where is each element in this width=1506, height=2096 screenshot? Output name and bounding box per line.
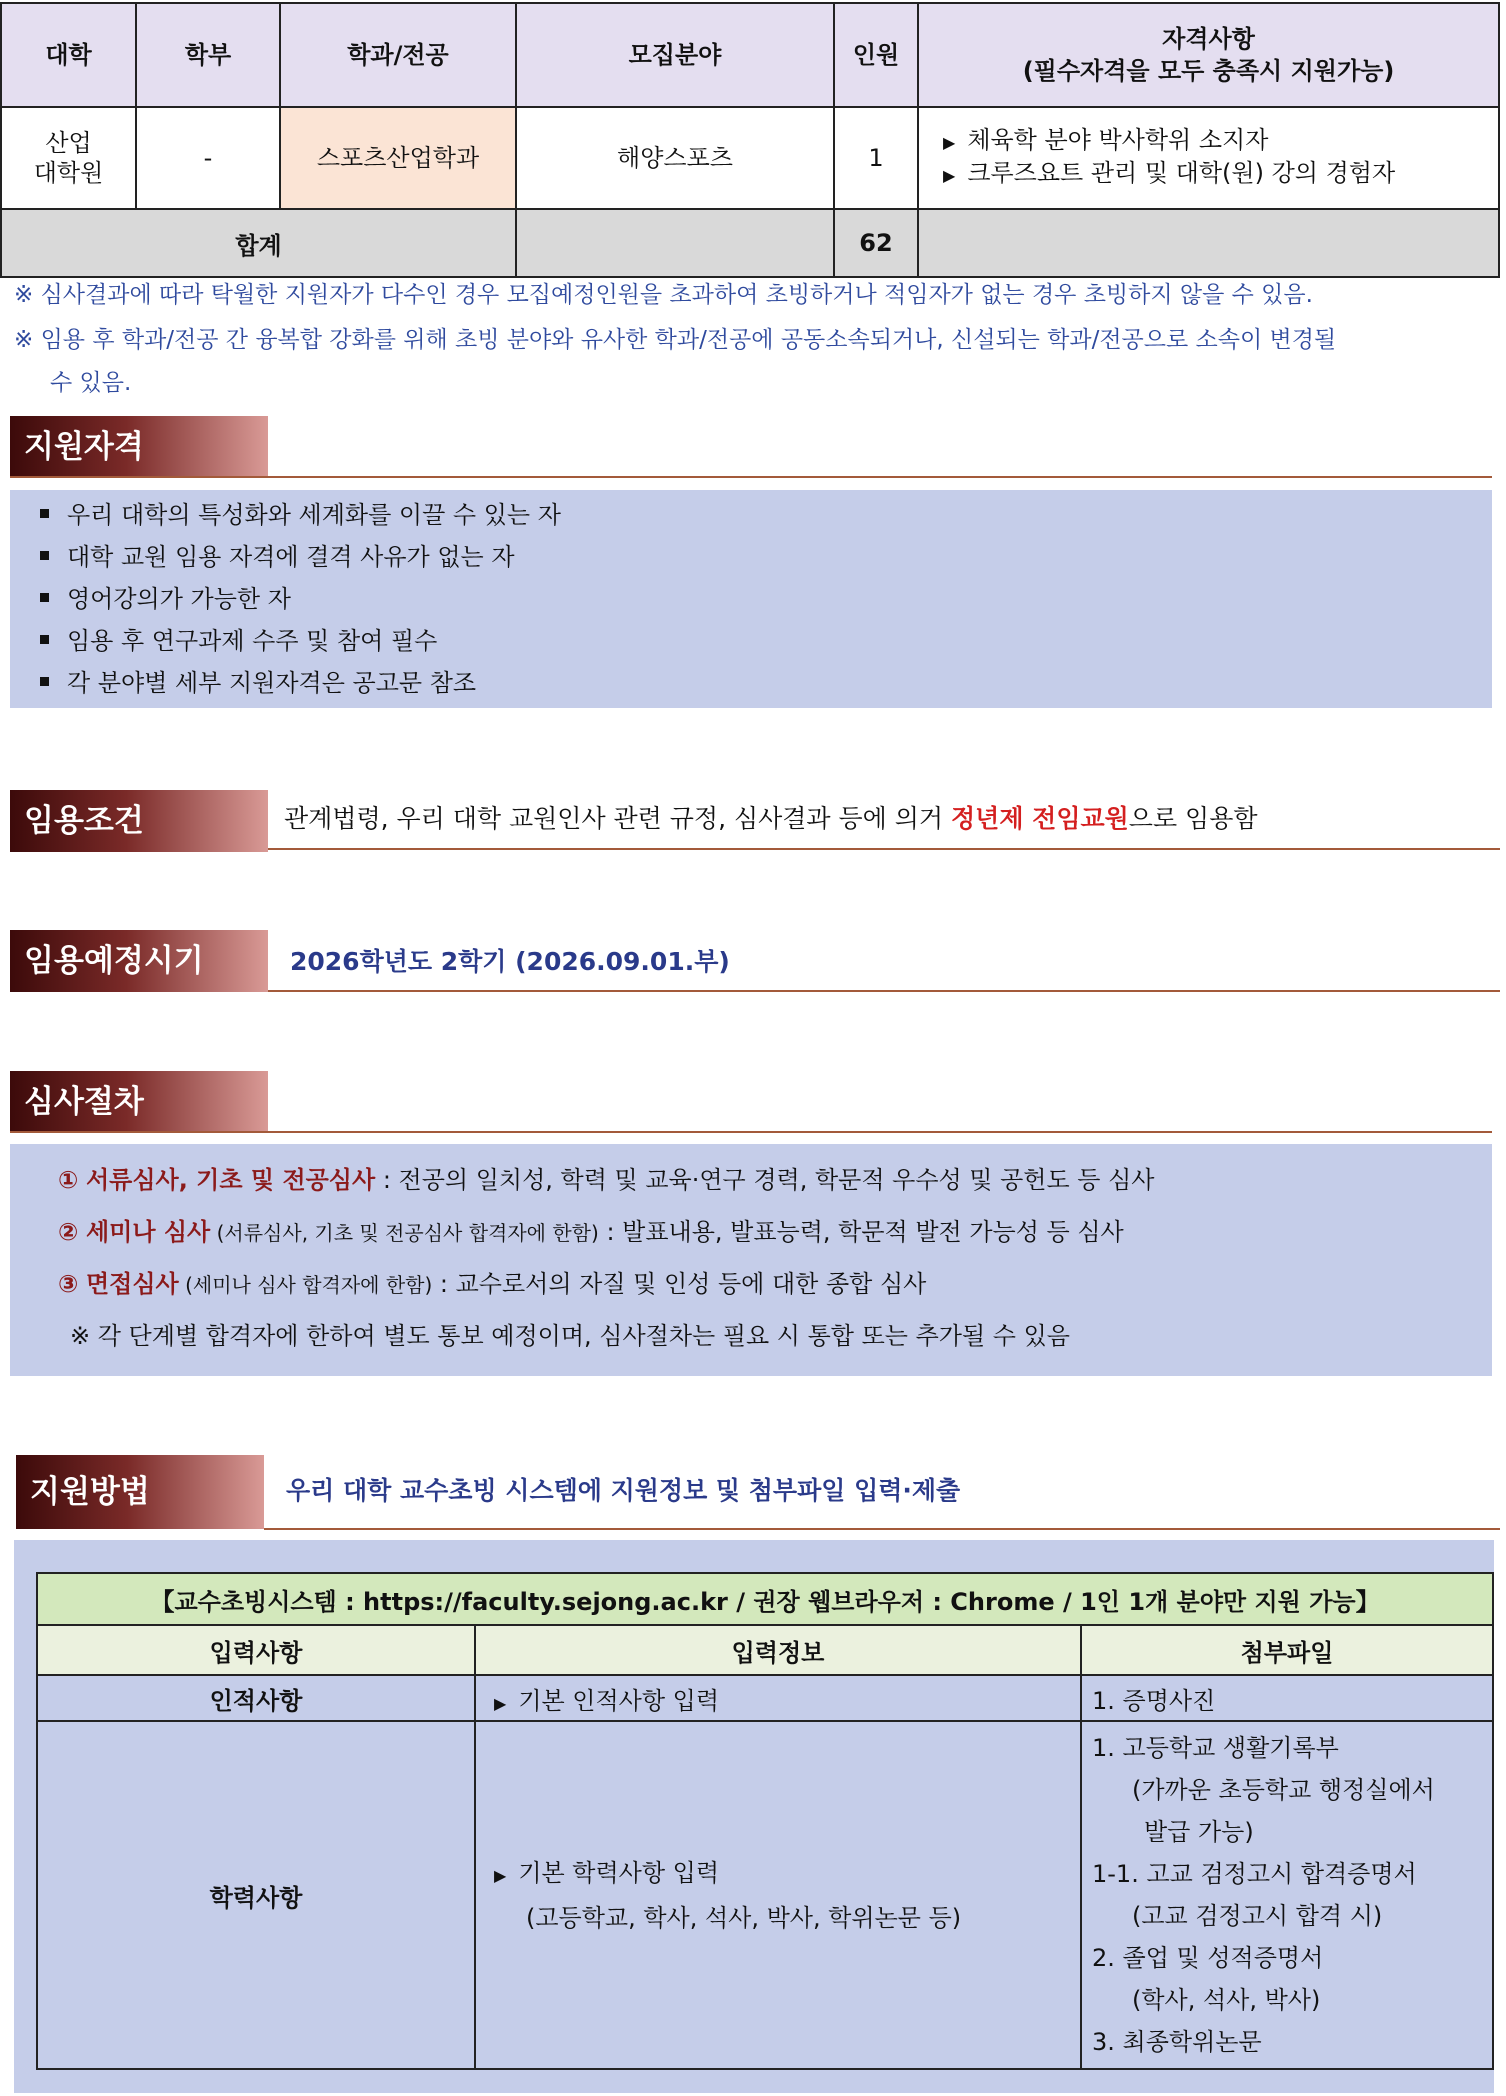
list-item-text: 영어강의가 가능한 자 bbox=[67, 585, 291, 613]
col-info: 입력정보 bbox=[475, 1625, 1081, 1675]
total-label: 합계 bbox=[1, 209, 516, 277]
conditions-text-pre: 관계법령, 우리 대학 교원인사 관련 규정, 심사결과 등에 의거 bbox=[284, 804, 952, 833]
application-text: 우리 대학 교수초빙 시스템에 지원정보 및 첨부파일 입력·제출 bbox=[286, 1476, 961, 1505]
section-divider bbox=[10, 476, 1492, 478]
table-header-row bbox=[37, 1573, 1493, 1625]
triangle-bullet-icon: ▶ bbox=[943, 166, 956, 185]
system-info-header: 【교수초빙시스템 : https://faculty.sejong.ac.kr / 권장 웹브라우저 : Chrome / 1인 1개 분야만 지원 가능】 bbox=[37, 1573, 1493, 1625]
section-title-qualification: 지원자격 bbox=[10, 416, 268, 478]
section-divider bbox=[268, 990, 1500, 992]
section-title-application: 지원방법 bbox=[16, 1455, 264, 1529]
section-title-schedule: 임용예정시기 bbox=[10, 930, 268, 992]
procedure-step bbox=[58, 1216, 1124, 1249]
row-info-personal bbox=[475, 1675, 1081, 1721]
total-empty-qual bbox=[918, 209, 1499, 277]
step-condition: (세미나 심사 합격자에 한함) bbox=[178, 1273, 433, 1297]
qual-text-1: 체육학 분야 박사학위 소지자 bbox=[967, 126, 1269, 154]
col-file: 첨부파일 bbox=[1081, 1625, 1493, 1675]
file-item: 2. 졸업 및 성적증명서 bbox=[1092, 1944, 1324, 1972]
step-name: 서류심사, 기초 및 전공심사 bbox=[85, 1166, 376, 1194]
qual-item bbox=[943, 125, 1494, 158]
info-line-2: (고등학교, 학사, 석사, 박사, 학위논문 등) bbox=[526, 1903, 962, 1932]
table-row bbox=[1, 107, 1499, 209]
triangle-bullet-icon: ▶ bbox=[494, 1865, 507, 1885]
note-2-line1: ※ 임용 후 학과/전공 간 융복합 강화를 위해 초빙 분야와 유사한 학과/전공에 공동소속되거나, 신설되는 학과/전공으로 소속이 변경될 bbox=[14, 327, 1337, 353]
file-item: (학사, 석사, 박사) bbox=[1132, 1986, 1321, 2014]
square-bullet-icon bbox=[40, 677, 49, 686]
univ-line2: 대학원 bbox=[33, 159, 104, 187]
recruitment-table bbox=[0, 2, 1500, 278]
conditions-text bbox=[284, 802, 1258, 836]
row-label-personal: 인적사항 bbox=[37, 1675, 475, 1721]
square-bullet-icon bbox=[40, 635, 49, 644]
list-item-text: 대학 교원 임용 자격에 결격 사유가 없는 자 bbox=[67, 543, 515, 571]
application-table bbox=[36, 1572, 1494, 2070]
cell-faculty: - bbox=[136, 107, 280, 209]
total-empty-field bbox=[516, 209, 834, 277]
section-title-conditions: 임용조건 bbox=[10, 790, 268, 852]
header-qual-line1: 자격사항 bbox=[1162, 25, 1255, 53]
column-header-row bbox=[37, 1625, 1493, 1675]
header-dept: 학과/전공 bbox=[280, 3, 516, 107]
step-number: ② bbox=[58, 1218, 79, 1246]
triangle-bullet-icon: ▶ bbox=[943, 133, 956, 152]
procedure-step bbox=[58, 1164, 1155, 1196]
procedure-note: ※ 각 단계별 합격자에 한하여 별도 통보 예정이며, 심사절차는 필요 시 통합 또는 추가될 수 있음 bbox=[70, 1322, 1070, 1350]
file-item: (가까운 초등학교 행정실에서 bbox=[1132, 1776, 1435, 1804]
file-item: 발급 가능) bbox=[1144, 1818, 1254, 1846]
list-item-text: 임용 후 연구과제 수주 및 참여 필수 bbox=[67, 627, 438, 655]
info-line-1: 기본 학력사항 입력 bbox=[518, 1858, 720, 1887]
row-info-education bbox=[475, 1721, 1081, 2069]
square-bullet-icon bbox=[40, 593, 49, 602]
header-field: 모집분야 bbox=[516, 3, 834, 107]
file-item: (고교 검정고시 합격 시) bbox=[1132, 1902, 1383, 1930]
col-input: 입력사항 bbox=[37, 1625, 475, 1675]
header-faculty: 학부 bbox=[136, 3, 280, 107]
step-name: 세미나 심사 bbox=[85, 1218, 211, 1246]
list-item-text: 우리 대학의 특성화와 세계화를 이끌 수 있는 자 bbox=[67, 501, 561, 529]
step-number: ③ bbox=[58, 1270, 79, 1298]
univ-line1: 산업 bbox=[45, 129, 92, 157]
conditions-text-post: 으로 임용함 bbox=[1128, 804, 1258, 833]
header-univ: 대학 bbox=[1, 3, 136, 107]
cell-dept: 스포츠산업학과 bbox=[280, 107, 516, 209]
list-item bbox=[40, 668, 476, 698]
step-desc: : 전공의 일치성, 학력 및 교육·연구 경력, 학문적 우수성 및 공헌도 등 심사 bbox=[375, 1166, 1155, 1194]
cell-field: 해양스포츠 bbox=[516, 107, 834, 209]
step-desc: : 교수로서의 자질 및 인성 등에 대한 종합 심사 bbox=[432, 1270, 927, 1298]
cell-univ bbox=[1, 107, 136, 209]
step-desc: : 발표내용, 발표능력, 학문적 발전 가능성 등 심사 bbox=[598, 1218, 1124, 1246]
section-divider bbox=[268, 848, 1500, 850]
info-text: 기본 인적사항 입력 bbox=[518, 1686, 720, 1715]
qualification-box bbox=[10, 490, 1492, 708]
square-bullet-icon bbox=[40, 551, 49, 560]
square-bullet-icon bbox=[40, 509, 49, 518]
header-qualification bbox=[918, 3, 1499, 107]
total-count: 62 bbox=[834, 209, 918, 277]
step-number: ① bbox=[58, 1166, 79, 1194]
file-item: 1. 고등학교 생활기록부 bbox=[1092, 1734, 1339, 1762]
schedule-text: 2026학년도 2학기 (2026.09.01.부) bbox=[290, 947, 730, 976]
list-item bbox=[40, 500, 561, 530]
list-item bbox=[40, 626, 437, 656]
list-item bbox=[40, 584, 291, 614]
procedure-box bbox=[10, 1144, 1492, 1376]
file-item: 3. 최종학위논문 bbox=[1092, 2028, 1262, 2056]
section-divider bbox=[264, 1528, 1500, 1530]
qual-text-2: 크루즈요트 관리 및 대학(원) 강의 경험자 bbox=[967, 159, 1396, 187]
total-row bbox=[1, 209, 1499, 277]
note-2-line2: 수 있음. bbox=[50, 370, 132, 396]
triangle-bullet-icon: ▶ bbox=[494, 1693, 507, 1713]
step-condition: (서류심사, 기초 및 전공심사 합격자에 한함) bbox=[210, 1221, 599, 1245]
section-title-procedure: 심사절차 bbox=[10, 1071, 268, 1133]
row-file-personal: 1. 증명사진 bbox=[1081, 1675, 1493, 1721]
section-divider bbox=[10, 1131, 1492, 1133]
table-row bbox=[37, 1675, 1493, 1721]
list-item-text: 각 분야별 세부 지원자격은 공고문 참조 bbox=[67, 669, 477, 697]
row-label-education: 학력사항 bbox=[37, 1721, 475, 2069]
list-item bbox=[40, 542, 515, 572]
cell-count: 1 bbox=[834, 107, 918, 209]
header-count: 인원 bbox=[834, 3, 918, 107]
qual-item bbox=[943, 158, 1494, 191]
note-1: ※ 심사결과에 따라 탁월한 지원자가 다수인 경우 모집예정인원을 초과하여 초빙하거나 적임자가 없는 경우 초빙하지 않을 수 있음. bbox=[14, 282, 1313, 308]
conditions-highlight: 정년제 전임교원 bbox=[951, 804, 1129, 833]
file-item: 1-1. 고교 검정고시 합격증명서 bbox=[1092, 1860, 1417, 1888]
procedure-step bbox=[58, 1268, 926, 1301]
header-qual-line2: (필수자격을 모두 충족시 지원가능) bbox=[1022, 57, 1395, 85]
table-row bbox=[37, 1721, 1493, 2069]
row-file-education bbox=[1081, 1721, 1493, 2069]
cell-qualification bbox=[918, 107, 1499, 209]
step-name: 면접심사 bbox=[85, 1270, 179, 1298]
